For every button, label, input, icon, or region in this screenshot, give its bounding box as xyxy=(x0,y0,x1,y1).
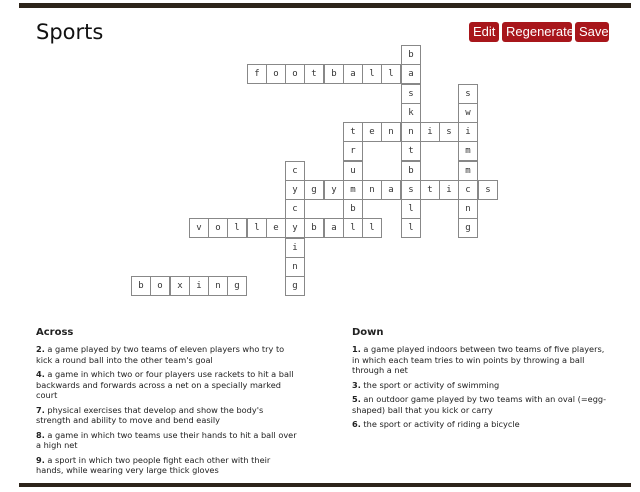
clue-text: a game played indoors between two teams of five players, in which each team tries to win points by throwing a ball through a net xyxy=(352,344,605,375)
grid-cell[interactable]: i xyxy=(189,276,209,296)
grid-cell[interactable]: i xyxy=(285,238,305,258)
clue-item xyxy=(36,344,298,365)
grid-cell[interactable]: t xyxy=(401,141,421,161)
grid-cell[interactable]: t xyxy=(343,122,363,142)
clue-item xyxy=(352,344,610,376)
across-heading: Across xyxy=(36,327,74,338)
clue-number: 3. xyxy=(352,379,361,390)
grid-cell[interactable]: n xyxy=(458,199,478,219)
grid-cell[interactable]: v xyxy=(189,218,209,238)
grid-cell[interactable]: g xyxy=(285,276,305,296)
grid-cell[interactable]: l xyxy=(381,64,401,84)
grid-cell[interactable]: l xyxy=(362,218,382,238)
grid-cell[interactable]: s xyxy=(401,84,421,104)
page-title: Sports xyxy=(36,20,104,44)
edit-button[interactable]: Edit xyxy=(469,22,499,42)
clue-item xyxy=(352,419,610,430)
grid-cell[interactable]: l xyxy=(247,218,267,238)
grid-cell[interactable]: a xyxy=(381,180,401,200)
grid-cell[interactable]: l xyxy=(362,64,382,84)
grid-cell[interactable]: l xyxy=(401,218,421,238)
clue-item xyxy=(352,380,610,391)
clue-number: 9. xyxy=(36,454,45,465)
grid-cell[interactable]: o xyxy=(266,64,286,84)
grid-cell[interactable]: e xyxy=(266,218,286,238)
clue-number: 6. xyxy=(352,419,361,429)
clue-text: physical exercises that develop and show the body's strength and ability to move and bend easily xyxy=(36,404,264,425)
grid-cell[interactable]: s xyxy=(401,180,421,200)
clue-item xyxy=(36,455,298,476)
clue-text: a game in which two teams use their hands to hit a ball over a high net xyxy=(36,429,297,450)
clue-item xyxy=(36,430,298,451)
grid-cell[interactable]: m xyxy=(343,180,363,200)
save-button[interactable]: Save xyxy=(575,22,609,42)
grid-cell[interactable]: i xyxy=(420,122,440,142)
down-clues xyxy=(352,344,610,434)
grid-cell[interactable]: f xyxy=(247,64,267,84)
grid-cell[interactable]: c xyxy=(458,180,478,200)
grid-cell[interactable]: s xyxy=(478,180,498,200)
clue-text: an outdoor game played by two teams with an oval (=egg-shaped) ball that you kick or carry xyxy=(352,394,607,415)
clue-number: 4. xyxy=(36,369,45,379)
grid-cell[interactable]: a xyxy=(324,218,344,238)
grid-cell[interactable]: y xyxy=(285,180,305,200)
grid-cell[interactable]: n xyxy=(208,276,228,296)
grid-cell[interactable]: g xyxy=(227,276,247,296)
grid-cell[interactable]: u xyxy=(343,161,363,181)
grid-cell[interactable]: n xyxy=(401,122,421,142)
grid-cell[interactable]: n xyxy=(362,180,382,200)
clue-text: the sport or activity of swimming xyxy=(360,379,500,390)
clue-item xyxy=(36,369,298,401)
regenerate-button[interactable]: Regenerate xyxy=(502,22,572,42)
down-heading: Down xyxy=(352,327,384,338)
grid-cell[interactable]: o xyxy=(208,218,228,238)
grid-cell[interactable]: c xyxy=(285,161,305,181)
grid-cell[interactable]: b xyxy=(324,64,344,84)
grid-cell[interactable]: a xyxy=(343,64,363,84)
grid-cell[interactable]: b xyxy=(304,218,324,238)
grid-cell[interactable]: y xyxy=(285,218,305,238)
grid-cell[interactable]: i xyxy=(458,122,478,142)
grid-cell[interactable]: y xyxy=(324,180,344,200)
grid-cell[interactable]: l xyxy=(401,199,421,219)
grid-cell[interactable]: g xyxy=(304,180,324,200)
clue-number: 1. xyxy=(352,344,361,354)
grid-cell[interactable]: b xyxy=(401,45,421,65)
clue-number: 8. xyxy=(36,429,45,440)
grid-cell[interactable]: m xyxy=(458,141,478,161)
grid-cell[interactable]: r xyxy=(343,141,363,161)
grid-cell[interactable]: b xyxy=(131,276,151,296)
across-clues xyxy=(36,344,298,480)
grid-cell[interactable]: l xyxy=(227,218,247,238)
grid-cell[interactable]: i xyxy=(439,180,459,200)
clue-text: the sport or activity of riding a bicycle xyxy=(360,419,520,429)
grid-cell[interactable]: l xyxy=(343,218,363,238)
grid-cell[interactable]: a xyxy=(401,64,421,84)
grid-cell[interactable]: n xyxy=(285,257,305,277)
clue-text: a game played by two teams of eleven players who try to kick a round ball into the other team's goal xyxy=(36,344,285,365)
grid-cell[interactable]: t xyxy=(304,64,324,84)
grid-cell[interactable]: m xyxy=(458,161,478,181)
grid-cell[interactable]: c xyxy=(285,199,305,219)
grid-cell[interactable]: s xyxy=(458,84,478,104)
clue-item xyxy=(36,405,298,426)
grid-cell[interactable]: x xyxy=(170,276,190,296)
top-rule xyxy=(19,3,631,8)
grid-cell[interactable]: o xyxy=(285,64,305,84)
bottom-rule xyxy=(19,483,631,487)
grid-cell[interactable]: b xyxy=(401,161,421,181)
clue-text: a game in which two or four players use rackets to hit a ball backwards and forwards across a net on a specially marked court xyxy=(36,369,294,400)
grid-cell[interactable]: b xyxy=(343,199,363,219)
grid-cell[interactable]: t xyxy=(420,180,440,200)
grid-cell[interactable]: e xyxy=(362,122,382,142)
clue-number: 2. xyxy=(36,344,45,354)
grid-cell[interactable]: s xyxy=(439,122,459,142)
grid-cell[interactable]: w xyxy=(458,103,478,123)
grid-cell[interactable]: n xyxy=(381,122,401,142)
grid-cell[interactable]: k xyxy=(401,103,421,123)
clue-text: a sport in which two people fight each other with their hands, while wearing very large thick gloves xyxy=(36,454,271,475)
clue-number: 5. xyxy=(352,394,361,404)
clue-item xyxy=(352,394,610,415)
grid-cell[interactable]: o xyxy=(150,276,170,296)
grid-cell[interactable]: g xyxy=(458,218,478,238)
clue-number: 7. xyxy=(36,404,45,415)
